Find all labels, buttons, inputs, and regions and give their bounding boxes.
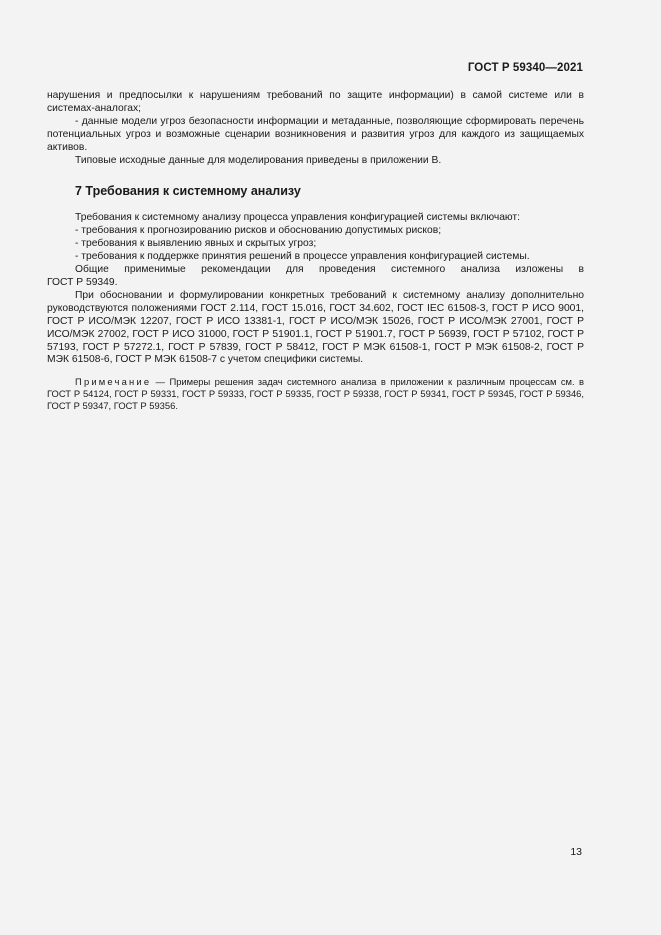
- paragraph-continuation: нарушения и предпосылки к нарушениям требований по защите информации) в самой системе или в системах-аналогах;: [47, 90, 584, 114]
- page-number: 13: [570, 846, 582, 858]
- note: [47, 376, 584, 411]
- note-label: Примечание: [75, 376, 152, 388]
- paragraph-typical-data: Типовые исходные данные для моделирования приведены в приложении В.: [75, 154, 442, 166]
- paragraph-general-recommendations-line1: Общие применимые рекомендации для проведения системного анализа изложены в: [75, 264, 584, 276]
- list-item: - требования к поддержке принятия решений в процессе управления конфигурацией системы.: [75, 251, 530, 263]
- paragraph-general-recommendations-line2: ГОСТ Р 59349.: [47, 276, 118, 288]
- paragraph-threat-model: - данные модели угроз безопасности информации и метаданные, позволяющие сформировать перечень потенциальных угроз и возможные сценарии возникновения и развития угроз для каждого из защищаемых активов.: [47, 115, 584, 153]
- section-heading: 7 Требования к системному анализу: [75, 184, 301, 199]
- page-body: [47, 90, 584, 412]
- note-text: — Примеры решения задач системного анализа в приложении к различным процессам см. в ГОСТ Р 54124, ГОСТ Р 59331, ГОСТ Р 59333, ГОСТ Р 59335, ГОСТ Р 59338, ГОСТ Р 59341, ГОСТ Р 59345, ГОСТ Р 59346, ГОСТ Р 59347, ГОСТ Р 59356.: [47, 376, 584, 411]
- list-item: - требования к выявлению явных и скрытых угроз;: [75, 238, 317, 250]
- paragraph-standards-list: При обосновании и формулировании конкретных требований к системному анализу дополнительно руководствуются положениями ГОСТ 2.114, ГОСТ 15.016, ГОСТ 34.602, ГОСТ IEC 61508-3, ГОСТ Р ИСО 9001, ГОСТ Р ИСО/МЭК 12207, ГОСТ Р ИСО 13381-1, ГОСТ Р ИСО/МЭК 15026, ГОСТ Р ИСО/МЭК 27001, ГОСТ Р ИСО/МЭК 27002, ГОСТ Р ИСО 31000, ГОСТ Р 51901.1, ГОСТ Р 51901.7, ГОСТ Р 56939, ГОСТ Р 57102, ГОСТ Р 57193, ГОСТ Р 57272.1, ГОСТ Р 57839, ГОСТ Р 58412, ГОСТ Р МЭК 61508-1, ГОСТ Р МЭК 61508-2, ГОСТ Р МЭК 61508-6, ГОСТ Р МЭК 61508-7 с учетом специфики системы.: [47, 289, 584, 366]
- list-item: - требования к прогнозированию рисков и обоснованию допустимых рисков;: [75, 225, 442, 237]
- section-intro: Требования к системному анализу процесса управления конфигурацией системы включают:: [75, 212, 520, 224]
- standard-designation: ГОСТ Р 59340—2021: [467, 62, 583, 74]
